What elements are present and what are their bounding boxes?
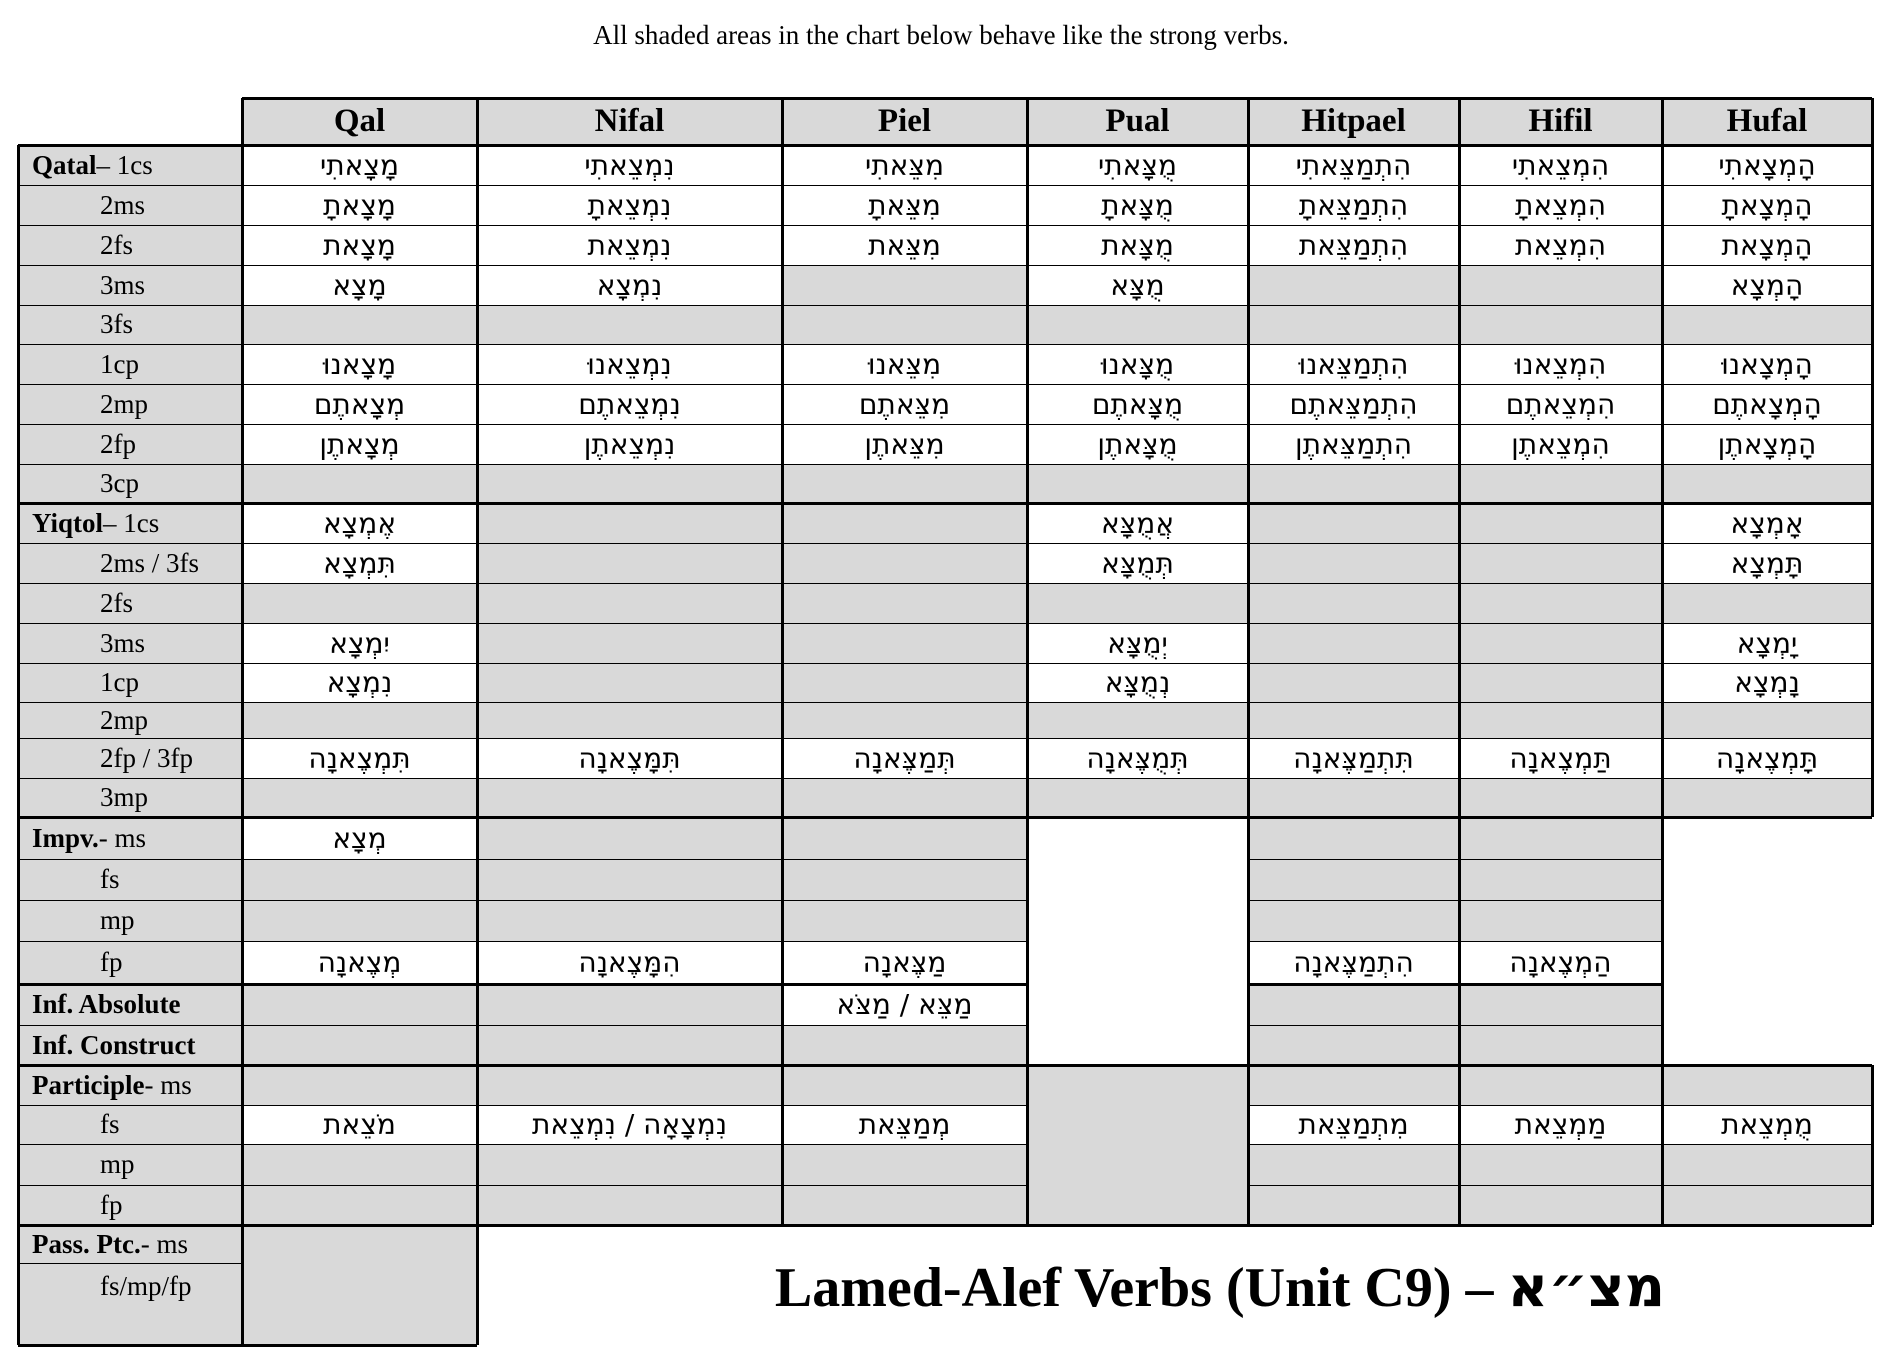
form-cell-empty	[1027, 464, 1248, 503]
grid-line	[18, 1185, 1027, 1186]
row-label	[18, 663, 242, 702]
form-cell-empty	[242, 1185, 477, 1225]
form-cell-empty	[1248, 1065, 1459, 1105]
form-cell-empty	[1248, 778, 1459, 817]
row-sub-label: fs	[100, 864, 120, 894]
form-cell-empty	[1459, 859, 1662, 900]
verb-form-cell: נְמֻצָּא	[1027, 663, 1248, 702]
form-cell-empty	[242, 583, 477, 623]
form-cell-empty	[1459, 503, 1662, 543]
verb-form-cell: הִתְמַצֵּאתָ	[1248, 185, 1459, 225]
form-cell-empty	[1248, 1025, 1459, 1065]
form-cell-empty	[782, 1025, 1027, 1065]
form-cell-empty	[477, 503, 782, 543]
form-cell-empty	[1459, 583, 1662, 623]
verb-form-cell: הִמְצֵאתִי	[1459, 145, 1662, 185]
form-cell-empty	[1027, 778, 1248, 817]
form-cell-empty	[1248, 663, 1459, 702]
form-cell-empty	[1459, 1065, 1662, 1105]
verb-form-cell: הַמְצֶאנָה	[1459, 941, 1662, 984]
row-label	[18, 305, 242, 344]
form-cell-empty	[477, 1185, 782, 1225]
grid-line	[476, 98, 479, 1345]
verb-form-cell: הִמְצֵאתֶם	[1459, 384, 1662, 424]
verb-form-cell: יְמֻצָּא	[1027, 623, 1248, 663]
form-cell-empty	[1459, 623, 1662, 663]
form-cell-empty	[242, 305, 477, 344]
verb-form-cell: הָמְצָאת	[1662, 225, 1872, 265]
verb-form-cell: מָצָאנוּ	[242, 344, 477, 384]
row-sub-label: - ms	[98, 822, 147, 853]
form-cell-empty	[477, 663, 782, 702]
row-label	[18, 1185, 242, 1225]
form-cell-empty	[242, 900, 477, 941]
grid-line	[1247, 817, 1250, 1225]
row-sub-label: 2mp	[100, 388, 149, 419]
grid-line	[1248, 983, 1662, 986]
row-sub-label: 3fs	[100, 309, 133, 339]
row-section-label: Qatal	[32, 149, 97, 180]
grid-line	[1248, 859, 1662, 860]
grid-line	[18, 1064, 1872, 1067]
row-sub-label: - ms	[140, 1228, 188, 1259]
verb-form-cell: הִתְמַצֵּאת	[1248, 225, 1459, 265]
form-cell-empty	[782, 1065, 1027, 1105]
verb-form-cell: הִמְצֵאתֶן	[1459, 424, 1662, 464]
verb-form-cell: מֻצָּאתֶן	[1027, 424, 1248, 464]
grid-line	[1248, 941, 1662, 942]
form-cell-empty	[477, 1065, 782, 1105]
verb-form-cell: מִצֵּאתִי	[782, 145, 1027, 185]
form-cell-empty	[477, 1025, 782, 1065]
row-sub-label: 3cp	[100, 468, 139, 498]
grid-line	[18, 1105, 1027, 1106]
form-cell-empty	[477, 464, 782, 503]
row-label	[18, 1225, 242, 1263]
form-cell-empty	[242, 859, 477, 900]
form-cell-empty	[1459, 305, 1662, 344]
form-cell-empty	[242, 1144, 477, 1185]
grid-line	[1661, 98, 1664, 1225]
verb-form-cell: תָּמְצֶאנָה	[1662, 738, 1872, 778]
form-cell-empty	[782, 778, 1027, 817]
grid-line	[18, 265, 1872, 266]
verb-form-cell: הָמְצָאנוּ	[1662, 344, 1872, 384]
grid-line	[18, 144, 1872, 147]
grid-line	[18, 1025, 1027, 1026]
form-cell-empty	[1248, 702, 1459, 738]
form-cell-empty	[477, 543, 782, 583]
verb-form-cell: נִמְצֵאתֶם	[477, 384, 782, 424]
grid-line	[18, 344, 1872, 345]
form-cell-empty	[1459, 778, 1662, 817]
row-sub-label: 2ms / 3fs	[100, 547, 200, 578]
verb-form-cell: אֲמֻצָּא	[1027, 503, 1248, 543]
form-cell-empty	[1248, 984, 1459, 1025]
verb-form-cell: נִמְצֵאנוּ	[477, 344, 782, 384]
row-label	[18, 145, 242, 185]
column-header-pual: Pual	[1027, 98, 1248, 145]
form-cell-empty	[242, 702, 477, 738]
form-cell-empty	[782, 817, 1027, 859]
form-cell-empty	[1459, 265, 1662, 305]
verb-form-cell: הִתְמַצֵּאתִי	[1248, 145, 1459, 185]
form-cell-empty	[242, 778, 477, 817]
grid-line	[18, 663, 1872, 664]
grid-line	[18, 738, 1872, 739]
row-label	[18, 1105, 242, 1144]
form-cell-empty	[1459, 1144, 1662, 1185]
verb-form-cell: מֹצֵאת	[242, 1105, 477, 1144]
form-cell-empty	[782, 464, 1027, 503]
grid-line	[781, 98, 784, 1225]
verb-form-cell: מֻצָּא	[1027, 265, 1248, 305]
form-cell-empty	[477, 984, 782, 1025]
form-cell-empty	[782, 305, 1027, 344]
form-cell-empty	[1662, 1185, 1872, 1225]
form-cell-empty	[477, 583, 782, 623]
grid-line	[18, 941, 1027, 942]
verb-form-cell: אָמְצָא	[1662, 503, 1872, 543]
row-label	[18, 225, 242, 265]
row-section-label: Impv.	[32, 822, 99, 853]
verb-form-cell: הִמְצֵאנוּ	[1459, 344, 1662, 384]
verb-form-cell: הָמְצָא	[1662, 265, 1872, 305]
form-cell-empty	[1248, 543, 1459, 583]
form-cell-empty	[1248, 817, 1459, 859]
column-header-nifal: Nifal	[477, 98, 782, 145]
row-sub-label: 3mp	[100, 782, 149, 812]
row-label	[18, 185, 242, 225]
verb-form-cell: מְצָאתֶן	[242, 424, 477, 464]
verb-form-cell: מִתְמַצֵּאת	[1248, 1105, 1459, 1144]
form-cell-empty	[782, 583, 1027, 623]
grid-line	[18, 816, 1872, 819]
form-cell-empty	[242, 464, 477, 503]
verb-form-cell: מִצֵּאנוּ	[782, 344, 1027, 384]
grid-line	[1026, 98, 1029, 1225]
grid-line	[18, 543, 1872, 544]
row-label	[18, 859, 242, 900]
row-label	[18, 1025, 242, 1065]
row-label	[18, 384, 242, 424]
verb-form-cell: מֻצָּאתֶם	[1027, 384, 1248, 424]
column-header-hifil: Hifil	[1459, 98, 1662, 145]
verb-form-cell: מִצֵּאת	[782, 225, 1027, 265]
grid-line	[242, 97, 1872, 100]
form-cell-empty	[782, 623, 1027, 663]
grid-line	[1871, 1065, 1874, 1225]
verb-form-cell: הִתְמַצֵּאתֶם	[1248, 384, 1459, 424]
grid-line	[18, 1224, 1872, 1227]
row-label	[18, 738, 242, 778]
form-cell-empty	[1248, 464, 1459, 503]
grid-line	[18, 983, 1027, 986]
row-sub-label: fp	[100, 947, 123, 977]
grid-line	[18, 1263, 242, 1264]
form-cell-empty	[1662, 583, 1872, 623]
verb-form-cell: מֻמְצֵאת	[1662, 1105, 1872, 1144]
verb-form-cell: יָמְצָא	[1662, 623, 1872, 663]
title-root: מצ״א	[1507, 1255, 1666, 1320]
verb-form-cell: תַּמְצֶאנָה	[1459, 738, 1662, 778]
grid-line	[18, 464, 1872, 465]
form-cell-empty	[1662, 702, 1872, 738]
verb-form-cell: מְמַצֵּאת	[782, 1105, 1027, 1144]
verb-form-cell: תָּמְצָא	[1662, 543, 1872, 583]
form-cell-empty	[1248, 623, 1459, 663]
verb-form-cell: תִּמְצֶאנָה	[242, 738, 477, 778]
form-cell-empty	[1248, 305, 1459, 344]
verb-form-cell: תִּתְמַצֶּאנָה	[1248, 738, 1459, 778]
verb-form-cell: הִמָּצֶאנָה	[477, 941, 782, 984]
form-cell-empty	[782, 265, 1027, 305]
grid-line	[18, 778, 1872, 779]
verb-form-cell: נִמְצָא	[242, 663, 477, 702]
verb-form-cell: מָצָאת	[242, 225, 477, 265]
grid-line	[18, 384, 1872, 385]
verb-form-cell: מָצָא	[242, 265, 477, 305]
verb-form-cell: מֻצָּאת	[1027, 225, 1248, 265]
grid-line	[1248, 1025, 1662, 1026]
row-sub-label: 1cp	[100, 348, 139, 379]
verb-form-cell: מָצָאתָ	[242, 185, 477, 225]
grid-line	[1248, 900, 1662, 901]
row-section-label: Yiqtol	[32, 507, 104, 538]
verb-form-cell: הָמְצָאתִי	[1662, 145, 1872, 185]
row-sub-label: – 1cs	[103, 507, 160, 538]
verb-form-cell: מָצָאתִי	[242, 145, 477, 185]
verb-form-cell: מְצָא	[242, 817, 477, 859]
form-cell-empty	[782, 859, 1027, 900]
row-label	[18, 1144, 242, 1185]
form-cell-empty	[242, 1025, 477, 1065]
row-section-label: Inf. Absolute	[32, 989, 181, 1019]
verb-form-cell: מֻצָּאנוּ	[1027, 344, 1248, 384]
grid-line	[18, 185, 1872, 186]
verb-form-cell: הִמְצֵאתָ	[1459, 185, 1662, 225]
verb-form-cell: נָמְצָא	[1662, 663, 1872, 702]
row-sub-label: 2fs	[100, 229, 133, 260]
row-sub-label: 2fs	[100, 587, 133, 618]
form-cell-empty	[1459, 543, 1662, 583]
grid-line	[18, 502, 1872, 505]
form-cell-empty	[477, 623, 782, 663]
row-sub-label: mp	[100, 1149, 135, 1179]
row-sub-label: fp	[100, 1189, 123, 1220]
row-label	[18, 778, 242, 817]
grid-line	[18, 623, 1872, 624]
grid-line	[1458, 98, 1461, 1225]
form-cell-empty	[1662, 1065, 1872, 1105]
verb-form-cell: נִמְצָא	[477, 265, 782, 305]
form-cell-empty	[1459, 1185, 1662, 1225]
grid-line	[1871, 98, 1874, 817]
form-cell-empty	[242, 984, 477, 1025]
verb-form-cell: מִצֵּאתָ	[782, 185, 1027, 225]
row-section-label: Participle	[32, 1069, 145, 1100]
grid-line	[18, 583, 1872, 584]
verb-form-cell: תִּמְצָא	[242, 543, 477, 583]
verb-form-cell: מַמְצֵאת	[1459, 1105, 1662, 1144]
row-sub-label: 3ms	[100, 269, 146, 300]
row-label	[18, 265, 242, 305]
row-sub-label: 2ms	[100, 189, 146, 220]
row-label	[18, 941, 242, 984]
row-label	[18, 900, 242, 941]
form-cell-empty	[242, 1065, 477, 1105]
chart-note: All shaded areas in the chart below behave like the strong verbs.	[593, 20, 1289, 50]
grid-line	[18, 900, 1027, 901]
verb-form-cell: מְצֶאנָה	[242, 941, 477, 984]
verb-form-cell: הִמְצֵאת	[1459, 225, 1662, 265]
form-cell-empty	[1248, 900, 1459, 941]
form-cell-empty	[1027, 583, 1248, 623]
verb-form-cell: נִמְצֵאתִי	[477, 145, 782, 185]
row-label	[18, 817, 242, 859]
column-header-qal: Qal	[242, 98, 477, 145]
row-sub-label: fs	[100, 1109, 120, 1139]
row-label	[18, 623, 242, 663]
row-sub-label: fs/mp/fp	[100, 1271, 192, 1301]
row-sub-label: 2fp	[100, 428, 136, 459]
form-cell-empty	[477, 702, 782, 738]
verb-form-cell: מִצֵּאתֶם	[782, 384, 1027, 424]
column-header-hitpael: Hitpael	[1248, 98, 1459, 145]
form-cell-empty	[782, 543, 1027, 583]
verb-form-cell: מִצֵּאתֶן	[782, 424, 1027, 464]
row-sub-label: 1cp	[100, 667, 139, 697]
grid-line	[1248, 1105, 1872, 1106]
verb-form-cell: תְּמַצֶּאנָה	[782, 738, 1027, 778]
row-sub-label: 2fp / 3fp	[100, 742, 193, 773]
form-cell-empty	[1248, 859, 1459, 900]
grid-line	[18, 225, 1872, 226]
verb-form-cell: אֶמְצָא	[242, 503, 477, 543]
verb-form-cell: הִתְמַצֵּאנוּ	[1248, 344, 1459, 384]
grid-line	[18, 702, 1872, 703]
grid-line	[18, 305, 1872, 306]
form-cell-empty	[1248, 503, 1459, 543]
form-cell-empty	[1027, 305, 1248, 344]
verb-form-cell: הָמְצָאתֶם	[1662, 384, 1872, 424]
form-cell-empty	[1248, 265, 1459, 305]
row-label	[18, 503, 242, 543]
verb-form-cell: יִמְצָא	[242, 623, 477, 663]
form-cell-empty	[1459, 663, 1662, 702]
row-label	[18, 344, 242, 384]
verb-form-cell: הָמְצָאתֶן	[1662, 424, 1872, 464]
form-cell-empty	[1248, 1144, 1459, 1185]
form-cell-empty	[782, 503, 1027, 543]
form-cell-empty	[782, 1185, 1027, 1225]
form-cell-empty	[1662, 1144, 1872, 1185]
verb-form-cell: תְּמֻצָּא	[1027, 543, 1248, 583]
verb-form-cell: נִמְצֵאת	[477, 225, 782, 265]
verb-form-cell: נִמְצֵאתָ	[477, 185, 782, 225]
verb-form-cell: מַצֵּא / מַצֹּא	[782, 984, 1027, 1025]
form-cell-empty	[1027, 1065, 1248, 1225]
verb-form-cell: תְּמֻצֶּאנָה	[1027, 738, 1248, 778]
grid-line	[18, 1344, 477, 1347]
grid-line	[18, 859, 1027, 860]
grid-line	[241, 98, 244, 1345]
verb-form-cell: נִמְצָאָה / נִמְצֵאת	[477, 1105, 782, 1144]
form-cell-empty	[477, 859, 782, 900]
row-sub-label: 2mp	[100, 704, 149, 735]
row-section-label: Inf. Construct	[32, 1029, 196, 1060]
form-cell-empty	[1459, 702, 1662, 738]
row-label	[18, 1263, 242, 1345]
form-cell-empty	[242, 1225, 477, 1345]
row-label	[18, 1065, 242, 1105]
grid-line	[1248, 1144, 1872, 1145]
row-label	[18, 984, 242, 1025]
row-sub-label: - ms	[144, 1069, 192, 1100]
verb-form-cell: מַצֶּאנָה	[782, 941, 1027, 984]
form-cell-empty	[477, 1144, 782, 1185]
verb-form-cell: תִּמָּצֶאנָה	[477, 738, 782, 778]
form-cell-empty	[1662, 778, 1872, 817]
form-cell-empty	[477, 817, 782, 859]
row-sub-label: mp	[100, 905, 135, 935]
form-cell-empty	[1662, 305, 1872, 344]
verb-form-cell: הִתְמַצֶּאנָה	[1248, 941, 1459, 984]
chart-title	[600, 1255, 1840, 1320]
form-cell-empty	[782, 1144, 1027, 1185]
form-cell-empty	[1459, 984, 1662, 1025]
grid-line	[1248, 1185, 1872, 1186]
verb-form-cell: מֻצָּאתָ	[1027, 185, 1248, 225]
verb-form-cell: נִמְצֵאתֶן	[477, 424, 782, 464]
grid-line	[1247, 98, 1250, 817]
row-label	[18, 583, 242, 623]
row-section-label: Pass. Ptc.	[32, 1228, 141, 1259]
form-cell-empty	[1459, 1025, 1662, 1065]
form-cell-empty	[477, 900, 782, 941]
column-header-hufal: Hufal	[1662, 98, 1872, 145]
form-cell-empty	[477, 778, 782, 817]
row-sub-label: – 1cs	[96, 149, 153, 180]
form-cell-empty	[1662, 464, 1872, 503]
form-cell-empty	[782, 663, 1027, 702]
row-label	[18, 543, 242, 583]
form-cell-empty	[1459, 464, 1662, 503]
verb-form-cell: הָמְצָאתָ	[1662, 185, 1872, 225]
form-cell-empty	[1459, 817, 1662, 859]
verb-form-cell: מֻצָּאתִי	[1027, 145, 1248, 185]
form-cell-empty	[1459, 900, 1662, 941]
column-header-piel: Piel	[782, 98, 1027, 145]
form-cell-empty	[1248, 1185, 1459, 1225]
verb-form-cell: מְצָאתֶם	[242, 384, 477, 424]
form-cell-empty	[1248, 583, 1459, 623]
row-label	[18, 464, 242, 503]
form-cell-empty	[477, 305, 782, 344]
row-label	[18, 702, 242, 738]
form-cell-empty	[1027, 702, 1248, 738]
verb-form-cell: הִתְמַצֵּאתֶן	[1248, 424, 1459, 464]
grid-line	[18, 424, 1872, 425]
form-cell-empty	[782, 900, 1027, 941]
grid-line	[17, 145, 20, 1345]
row-label	[18, 424, 242, 464]
row-sub-label: 3ms	[100, 627, 146, 658]
form-cell-empty	[782, 702, 1027, 738]
grid-line	[18, 1144, 1027, 1145]
title-text: Lamed-Alef Verbs (Unit C9) –	[774, 1257, 1494, 1319]
